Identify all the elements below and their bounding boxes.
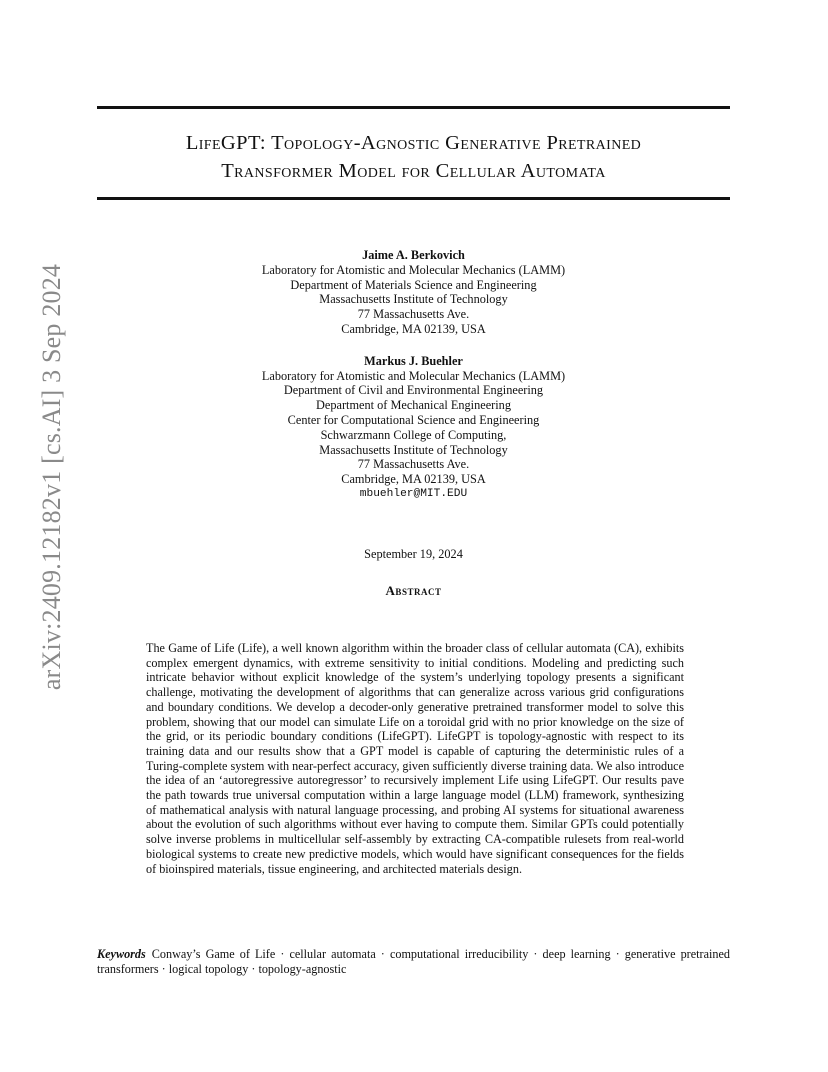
title-top-rule	[97, 106, 730, 109]
author-name: Jaime A. Berkovich	[362, 248, 465, 262]
affiliation-line: Department of Civil and Environmental Engineering	[283, 383, 544, 398]
arxiv-identifier-stamp: arXiv:2409.12182v1 [cs.AI] 3 Sep 2024	[37, 263, 66, 691]
affiliation-line: Laboratory for Atomistic and Molecular Mechanics (LAMM)	[261, 368, 566, 383]
affiliation-line: Department of Mechanical Engineering	[316, 398, 511, 413]
abstract-heading: Abstract	[385, 583, 442, 598]
affiliation-line: Massachusetts Institute of Technology	[319, 442, 508, 457]
affiliation-line: Massachusetts Institute of Technology	[319, 292, 508, 307]
affiliation-line: 77 Massachusetts Ave.	[357, 307, 470, 322]
affiliation-line: Department of Materials Science and Engineering	[290, 277, 537, 292]
paper-title-line-1: LifeGPT: Topology-Agnostic Generative Pretrained	[185, 132, 642, 154]
affiliation-line: 77 Massachusetts Ave.	[357, 457, 470, 472]
author-name: Markus J. Buehler	[364, 353, 463, 368]
affiliation-line: Cambridge, MA 02139, USA	[341, 321, 486, 336]
author-email: mbuehler@MIT.EDU	[359, 487, 468, 500]
affiliation-line: Schwarzmann College of Computing,	[320, 427, 507, 442]
abstract-text: The Game of Life (Life), a well known algorithm within the broader class of cellular automata (CA), exhibits complex emergent dynamics, with extreme sensitivity to initial conditions. Modeling and predicting such intricate behavior without explicit knowledge of the system’s underlying topology presents a significant challenge, motivating the development of algorithms that can generalize across various grid configurations and boundary conditions. We develop a decoder-only generative pretrained transformer model to solve this problem, showing that our model can simulate Life on a toroidal grid with no prior knowledge on the size of the grid, or its periodic boundary conditions (LifeGPT). LifeGPT is topology-agnostic with respect to its training data and our results show that a GPT model is capable of capturing the deterministic rules of a Turing-complete system with near-perfect accuracy, given sufficiently diverse training data. We also introduce the idea of an ‘autoregressive autoregressor’ to recursively implement Life using LifeGPT. Our results pave the path towards true universal computation within a large language model (LLM) framework, synthesizing of mathematical analysis with natural language processing, and probing AI systems for situational awareness about the evolution of such algorithms without ever having to compute them. Similar GPTs could potentially solve inverse problems in multicellular self-assembly by extracting CA-compatible rulesets from real-world biological systems to create new predictive models, which would have significant consequences for the fields of bioinspired materials, tissue engineering, and architected materials design.	[146, 641, 684, 876]
keywords-list: Conway’s Game of Life · cellular automata · computational irreducibility · deep learning · generative pretrained transformers · logical topology · topology-agnostic	[97, 947, 730, 976]
author-block-berkovich	[97, 248, 730, 337]
author-list	[97, 248, 730, 519]
keywords-label: Keywords	[97, 947, 146, 961]
paper-title-line-2: Transformer Model for Cellular Automata	[221, 160, 606, 182]
keywords-section	[97, 947, 730, 977]
publication-date: September 19, 2024	[364, 547, 463, 561]
title-bottom-rule	[97, 197, 730, 200]
affiliation-line: Center for Computational Science and Engineering	[287, 412, 540, 427]
paper-title	[97, 129, 730, 185]
affiliation-line: Laboratory for Atomistic and Molecular Mechanics (LAMM)	[261, 262, 566, 277]
affiliation-line: Cambridge, MA 02139, USA	[341, 472, 486, 487]
author-block-buehler	[97, 354, 730, 502]
